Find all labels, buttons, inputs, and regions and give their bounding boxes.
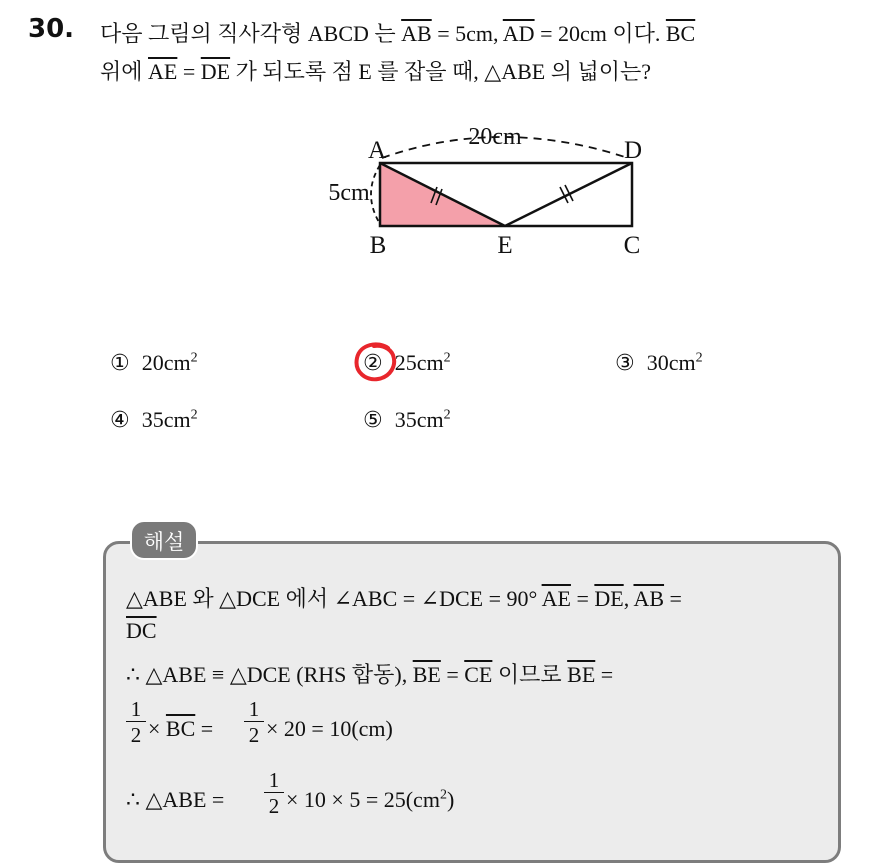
solution-line-4a: × $\overline{BC}$ =	[148, 716, 214, 741]
choice-2[interactable]: ② $25cm^2$	[363, 350, 451, 376]
vertex-label-d: D	[623, 137, 643, 164]
vertex-label-e: E	[497, 232, 513, 259]
solution-line-1: △ABE 와 △DCE 에서 ∠ABC = ∠DCE = 90° $\overline{AE} = \overline{DE}$, $\overline{AB}$ =	[126, 586, 682, 611]
choice-3[interactable]: ③ $30cm^2$	[615, 350, 703, 376]
segment-de	[505, 163, 632, 226]
choice-mark-3: ③	[615, 351, 635, 376]
question-line-1: 다음 그림의 직사각형 ABCD 는 $\overline{AB} = 5cm$, $\overline{AD} = 20cm$ 이다. $\overline{BC}$	[100, 21, 696, 46]
solution-line-4b: × 20 = 10(cm)	[266, 716, 393, 741]
fraction-half-2: $\frac{1}{2}$	[244, 697, 264, 748]
dimension-arc-side	[371, 165, 380, 224]
choice-1[interactable]: ① $20cm^2$	[110, 350, 198, 376]
vertex-label-b: B	[369, 232, 387, 259]
answer-circle-mark	[352, 340, 400, 384]
rectangle-figure	[310, 118, 670, 268]
dimension-label-20cm: 20cm	[468, 124, 522, 150]
question-number: 30.	[28, 14, 75, 44]
vertex-label-a: A	[367, 137, 387, 164]
solution-tag: 해설	[130, 520, 198, 560]
solution-line-5b: × $10 \times 5 = 25(cm^2)$	[286, 787, 455, 812]
fraction-half-1: $\frac{1}{2}$	[126, 697, 146, 748]
choice-mark-5: ⑤	[363, 408, 383, 433]
vertex-label-c: C	[623, 232, 641, 259]
solution-line-5a: ∴ △ABE =	[126, 787, 225, 812]
choice-mark-1: ①	[110, 351, 130, 376]
fraction-half-3: $\frac{1}{2}$	[264, 768, 284, 819]
solution-line-2: $\overline{DC}$	[126, 618, 157, 643]
choice-4[interactable]: ④ $35cm^2$	[110, 407, 198, 433]
solution-line-3: ∴ △ABE ≡ △DCE (RHS 합동), $\overline{BE} = \overline{CE}$ 이므로 $\overline{BE}$ =	[126, 662, 614, 687]
dimension-label-5cm: 5cm	[328, 180, 370, 206]
question-line-2: 위에 $\overline{AE} = \overline{DE}$ 가 되도록 점 E 를 잡을 때, △ABE 의 넓이는?	[100, 59, 651, 84]
choice-mark-2: ②	[363, 351, 383, 376]
choice-mark-4: ④	[110, 408, 130, 433]
choice-5[interactable]: ⑤ $35cm^2$	[363, 407, 451, 433]
